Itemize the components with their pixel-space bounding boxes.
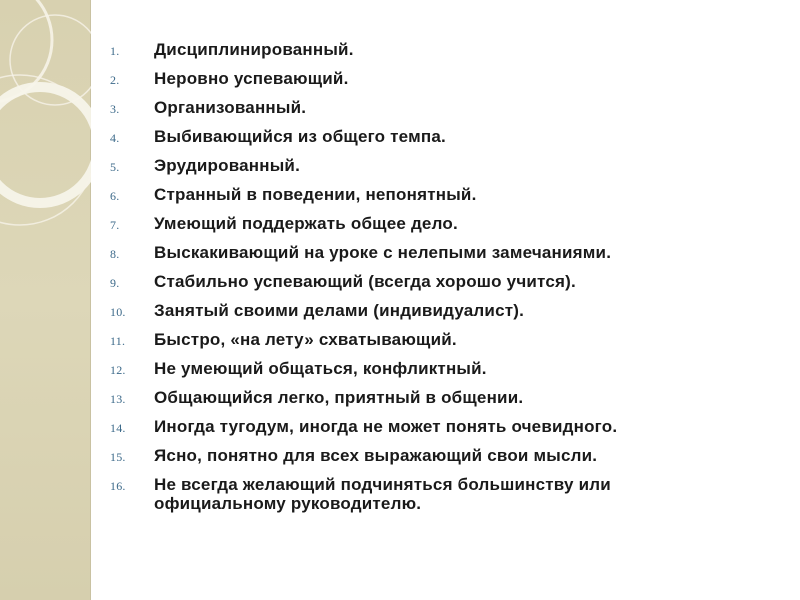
list-item-text: Не всегда желающий подчиняться большинству или официальному руководителю. (154, 475, 611, 513)
list-item-number: 3. (110, 102, 120, 116)
list-item-text: Организованный. (154, 98, 307, 117)
list-item-number: 6. (110, 189, 120, 203)
list-item-text: Не умеющий общаться, конфликтный. (154, 359, 487, 378)
slide-content (0, 40, 800, 521)
list-item (0, 359, 800, 380)
list-item-number: 12. (110, 363, 126, 377)
list-item-text: Странный в поведении, непонятный. (154, 185, 477, 204)
list-item-text: Выбивающийся из общего темпа. (154, 127, 446, 146)
list-item-text: Выскакивающий на уроке с нелепыми замечаниями. (154, 243, 612, 262)
list-item (0, 475, 800, 513)
list-item-number: 11. (110, 334, 126, 348)
list-item-text: Стабильно успевающий (всегда хорошо учится). (154, 272, 576, 291)
list-item-number: 8. (110, 247, 120, 261)
list-item-number: 5. (110, 160, 120, 174)
list-item-text: Занятый своими делами (индивидуалист). (154, 301, 525, 320)
list-item-text: Ясно, понятно для всех выражающий свои мысли. (154, 446, 598, 465)
list-item (0, 446, 800, 467)
list-item-number: 14. (110, 421, 126, 435)
list-item-text: Умеющий поддержать общее дело. (154, 214, 458, 233)
list-item-number: 1. (110, 44, 120, 58)
list-item (0, 301, 800, 322)
list-item (0, 98, 800, 119)
list-item (0, 69, 800, 90)
list-item (0, 156, 800, 177)
list-item-text: Эрудированный. (154, 156, 301, 175)
list-item-number: 15. (110, 450, 126, 464)
list-item-number: 9. (110, 276, 120, 290)
list-item (0, 243, 800, 264)
list-item-text: Иногда тугодум, иногда не может понять очевидного. (154, 417, 618, 436)
list-item (0, 330, 800, 351)
list-item (0, 272, 800, 293)
list-item (0, 40, 800, 61)
list-item-text: Дисциплинированный. (154, 40, 354, 59)
list-item (0, 417, 800, 438)
list-item-number: 2. (110, 73, 120, 87)
list-item-text: Общающийся легко, приятный в общении. (154, 388, 524, 407)
list-item-number: 7. (110, 218, 120, 232)
list-item-number: 13. (110, 392, 126, 406)
list-item-text: Неровно успевающий. (154, 69, 349, 88)
list-item-number: 16. (110, 479, 126, 493)
numbered-list (0, 40, 800, 513)
list-item-number: 10. (110, 305, 126, 319)
list-item-text: Быстро, «на лету» схватывающий. (154, 330, 457, 349)
list-item (0, 185, 800, 206)
list-item (0, 214, 800, 235)
list-item (0, 388, 800, 409)
list-item-number: 4. (110, 131, 120, 145)
list-item (0, 127, 800, 148)
